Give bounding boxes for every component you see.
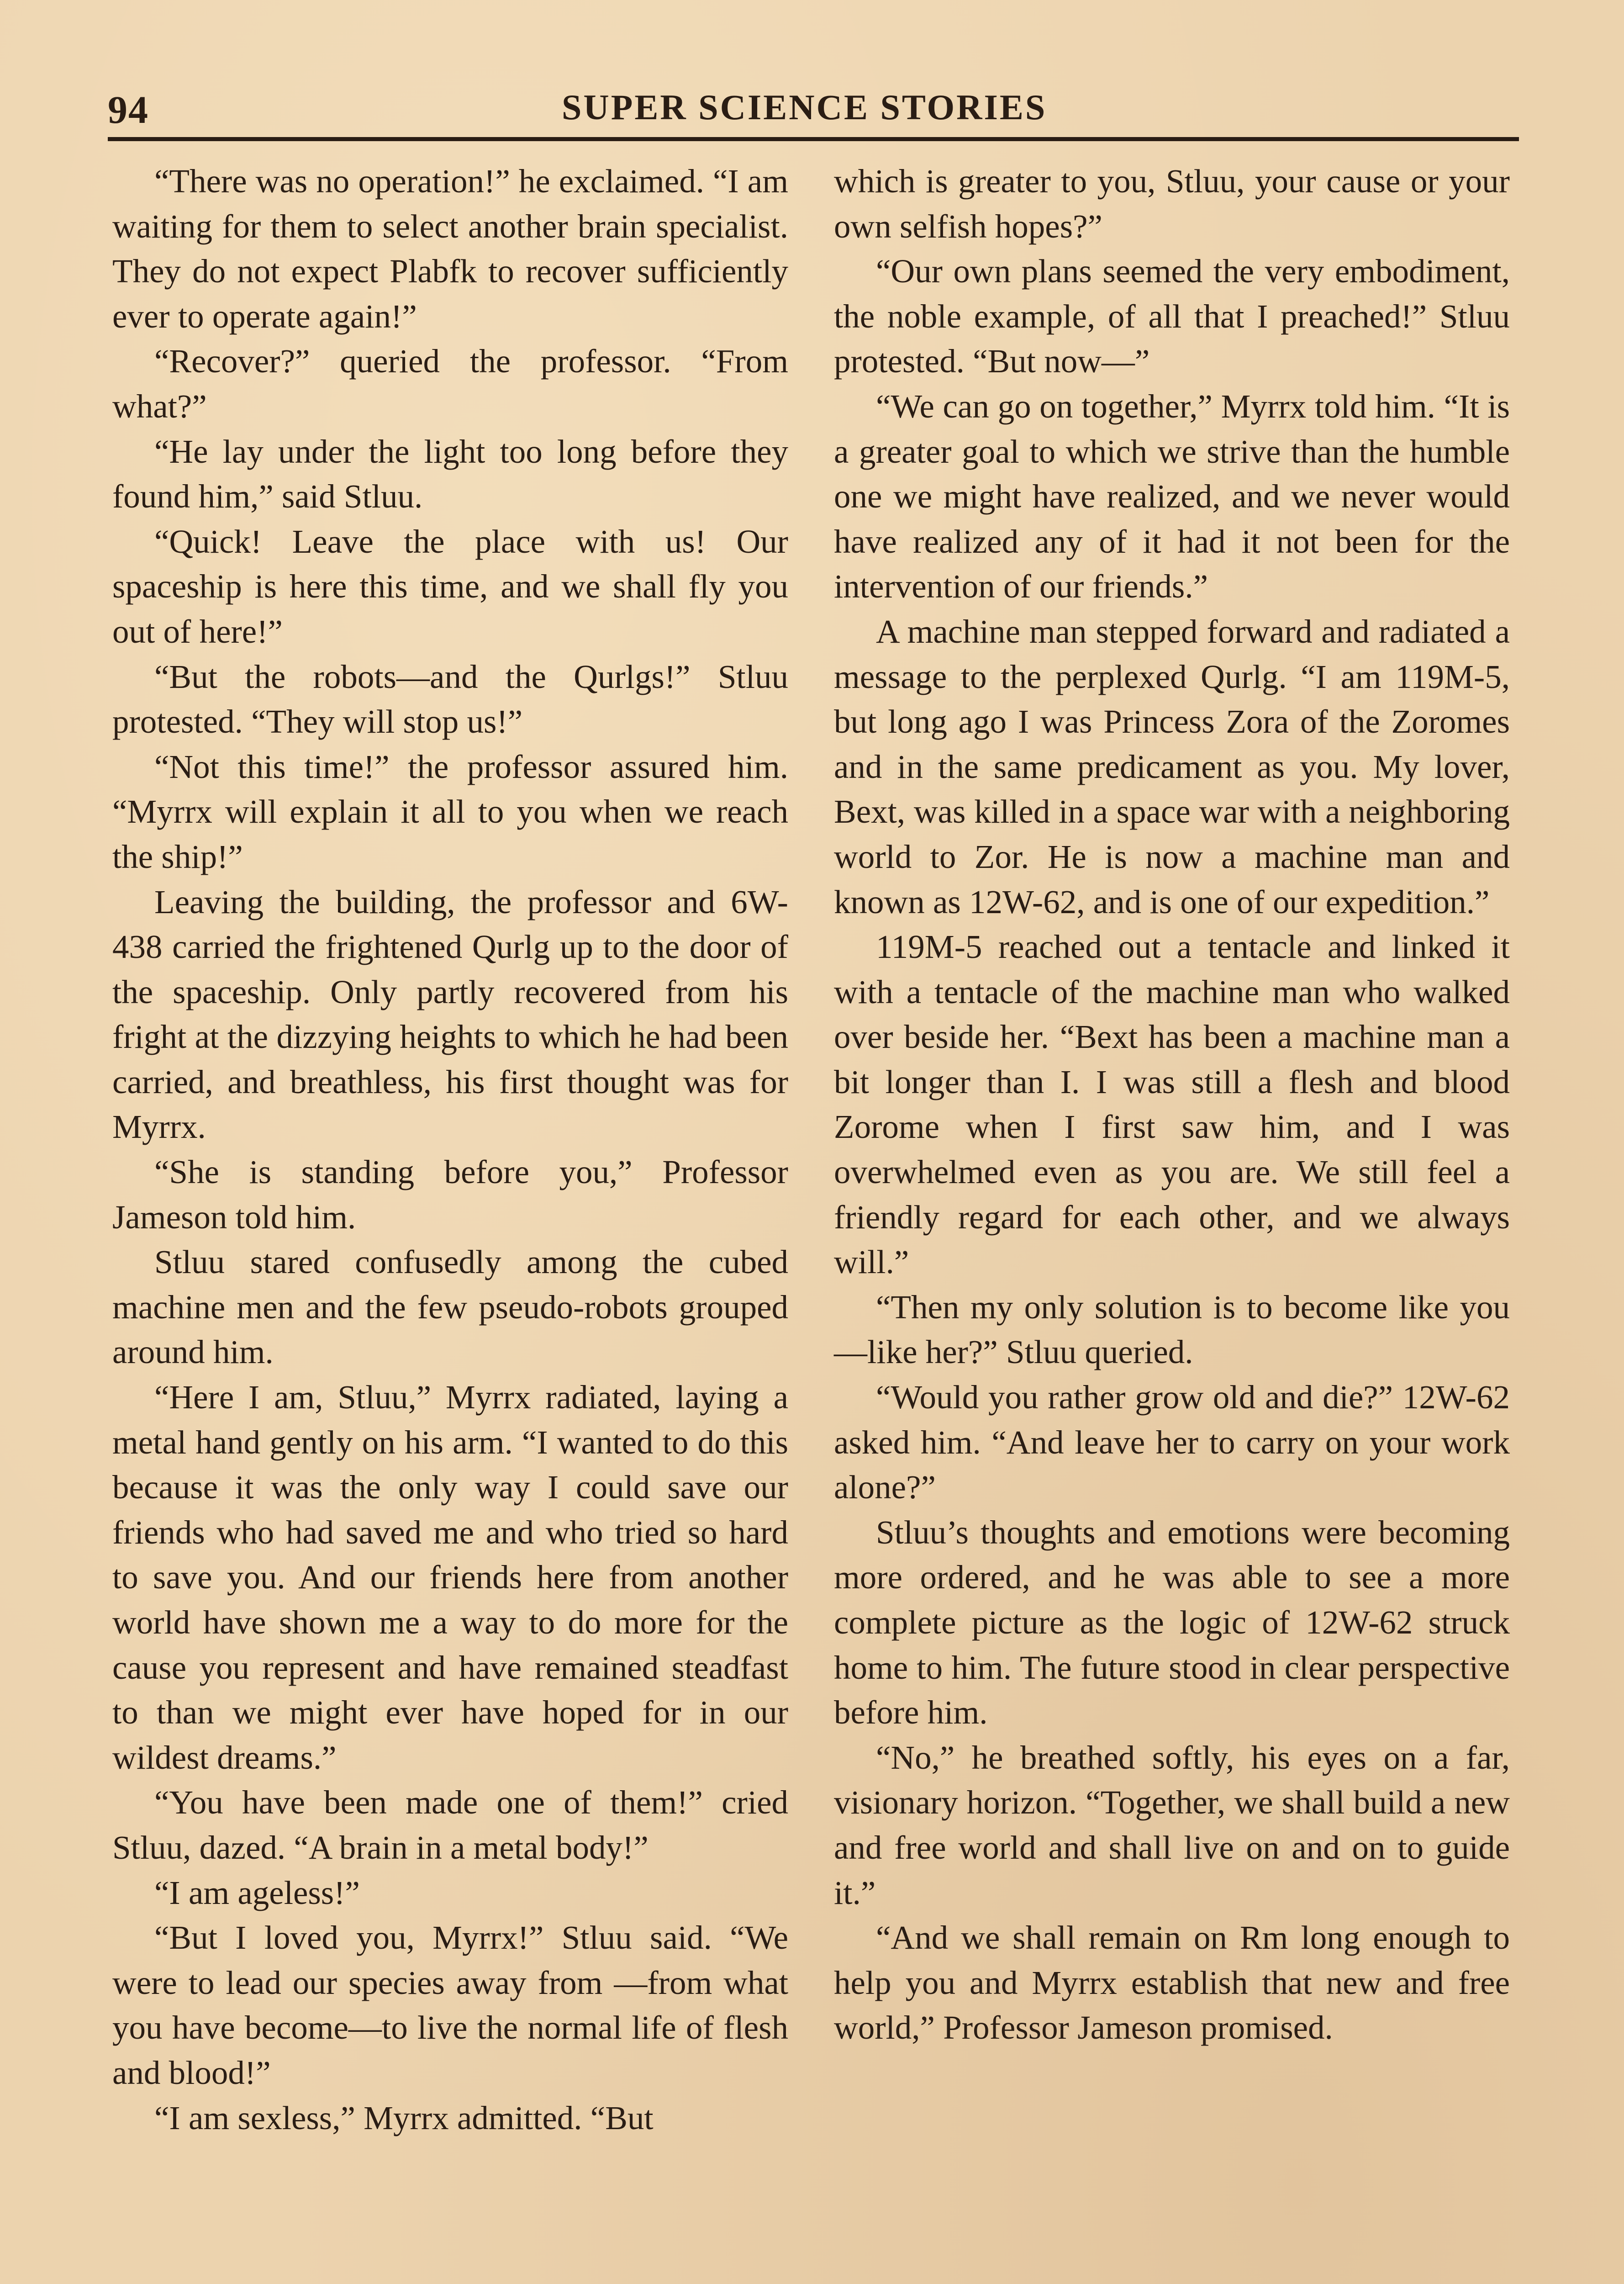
paragraph: Stluu’s thoughts and emotions were becoming more ordered, and he was able to see a more complete picture as the logic of 12W-62 struck home to him. The future stood in clear perspective before him. (834, 1513, 1510, 1731)
running-title: SUPER SCIENCE STORIES (562, 87, 1047, 127)
paragraph: “No,” he breathed softly, his eyes on a far, visionary horizon. “Together, we shall build a new and free world and shall live on and on to guide it.” (834, 1739, 1510, 1911)
paragraph: “Then my only solution is to become like you—like her?” Stluu queried. (834, 1288, 1510, 1371)
right-column (834, 159, 1510, 2051)
paragraph: “Would you rather grow old and die?” 12W-62 asked him. “And leave her to carry on your work alone?” (834, 1379, 1510, 1506)
left-column (112, 159, 788, 2141)
header-rule (108, 137, 1519, 141)
paragraph: “I am ageless!” (154, 1874, 360, 1911)
paragraph: “Not this time!” the professor assured him. “Myrrx will explain it all to you when we reach the ship!” (112, 748, 788, 875)
paragraph: “But the robots—and the Qurlgs!” Stluu protested. “They will stop us!” (112, 658, 788, 740)
paragraph: “But I loved you, Myrrx!” Stluu said. “We were to lead our species away from —from what you have become—to live the normal life of flesh and blood!” (112, 1919, 788, 2091)
paragraph: “We can go on together,” Myrrx told him. “It is a greater goal to which we strive than the humble one we might have realized, and we never would have realized any of it had it not been for the intervention of our friends.” (834, 387, 1510, 605)
paragraph: Leaving the building, the professor and 6W-438 carried the frightened Qurlg up to the door of the spaceship. Only partly recovered from his fright at the dizzying heights to which he had been carried, and breathless, his first thought was for Myrrx. (112, 883, 788, 1146)
page-number: 94 (108, 88, 149, 132)
paragraph: “And we shall remain on Rm long enough to help you and Myrrx establish that new and free world,” Professor Jameson promised. (834, 1919, 1510, 2046)
paragraph: “You have been made one of them!” cried Stluu, dazed. “A brain in a metal body!” (112, 1784, 788, 1866)
paragraph: “Quick! Leave the place with us! Our spaceship is here this time, and we shall fly you out of here!” (112, 523, 788, 650)
paragraph: “She is standing before you,” Professor Jameson told him. (112, 1153, 788, 1236)
paragraph: A machine man stepped forward and radiated a message to the perplexed Qurlg. “I am 119M-5, but long ago I was Princess Zora of the Zoromes and in the same predicament as you. My lover, Bext, was killed in a space war with a neighboring world to Zor. He is now a machine man and known as 12W-62, and is one of our expedition.” (834, 613, 1510, 920)
paragraph: “There was no operation!” he exclaimed. “I am waiting for them to select another brain specialist. They do not expect Plabfk to recover sufficiently ever to operate again!” (112, 163, 788, 335)
paragraph: “Our own plans seemed the very embodiment, the noble example, of all that I preached!” Stluu protested. “But now—” (834, 253, 1510, 380)
paragraph: 119M-5 reached out a tentacle and linked it with a tentacle of the machine man who walked over beside her. “Bext has been a machine man a bit longer than I. I was still a flesh and blood Zorome when I first saw him, and I was overwhelmed even as you are. We still feel a friendly regard for each other, and we always will.” (834, 928, 1510, 1281)
paragraph: Stluu stared confusedly among the cubed machine men and the few pseudo-robots grouped around him. (112, 1243, 788, 1371)
paragraph: “I am sexless,” Myrrx admitted. “But (154, 2099, 654, 2136)
paragraph: “He lay under the light too long before they found him,” said Stluu. (112, 433, 788, 515)
paragraph: “Recover?” queried the professor. “From what?” (112, 343, 788, 425)
paragraph-continuation: which is greater to you, Stluu, your cause or your own selfish hopes?” (834, 163, 1510, 245)
paragraph: “Here I am, Stluu,” Myrrx radiated, laying a metal hand gently on his arm. “I wanted to do this because it was the only way I could save our friends who had saved me and who tried so hard to save you. And our friends here from another world have shown me a way to do more for the cause you represent and have remained steadfast to than we might ever have hoped for in our wildest dreams.” (112, 1379, 788, 1776)
